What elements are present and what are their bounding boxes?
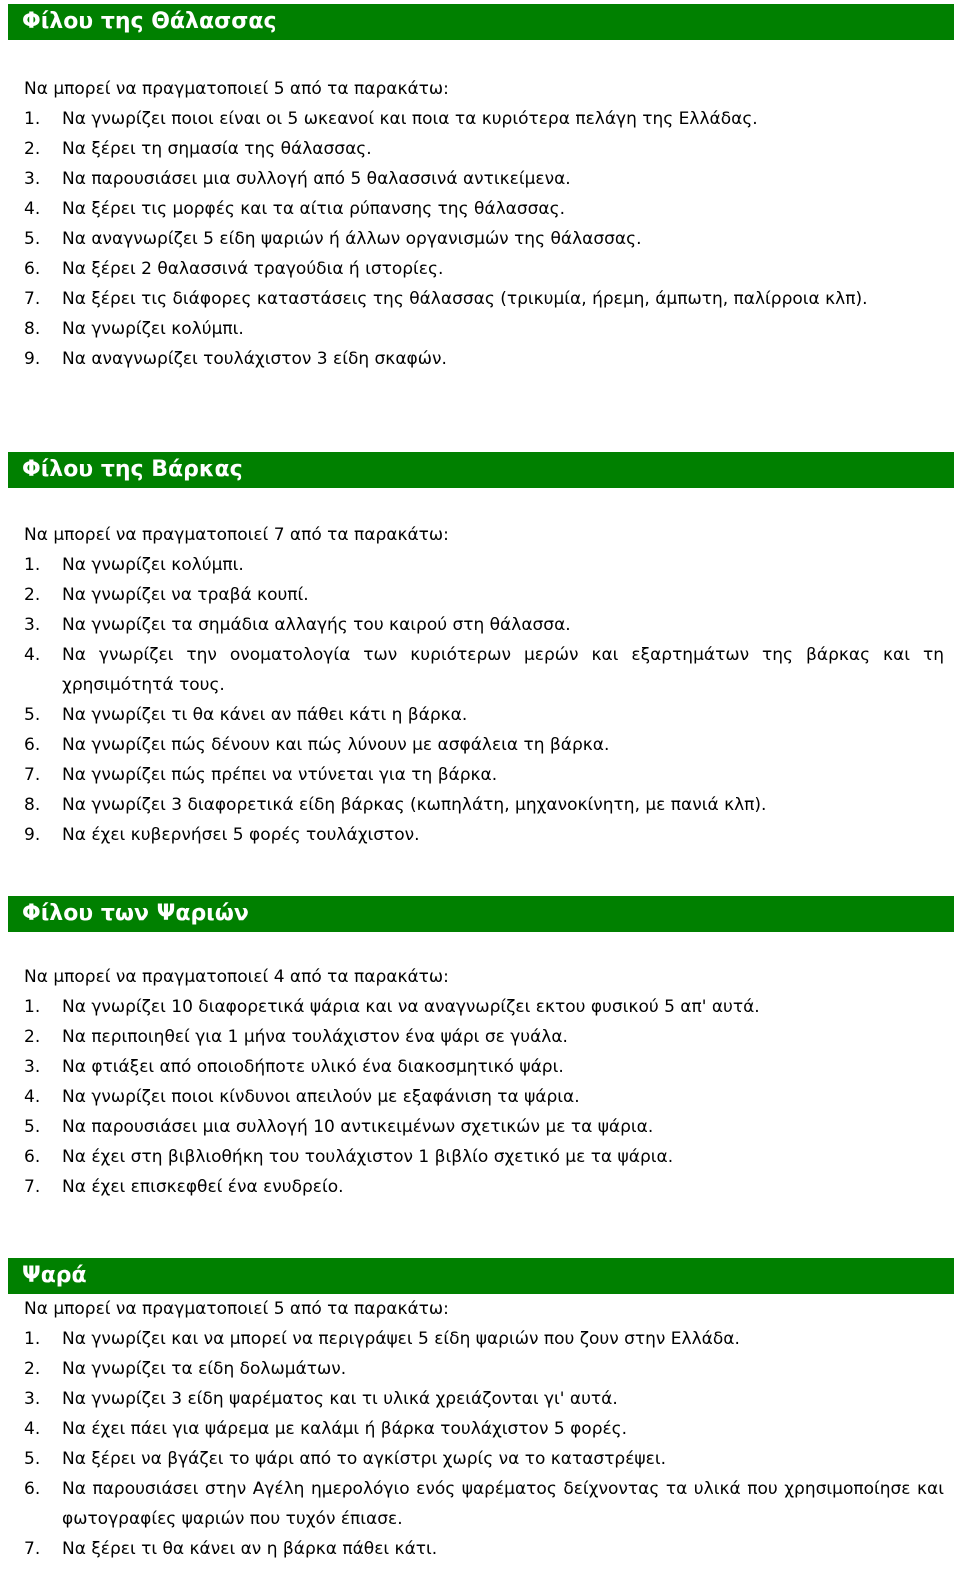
section-2-title: Φίλου της Βάρκας — [8, 452, 954, 488]
item-text: Να γνωρίζει ποιοι είναι οι 5 ωκεανοί και ποια τα κυριότερα πελάγη της Ελλάδας. — [62, 109, 758, 129]
item-number: 4. — [24, 1087, 41, 1107]
list-item — [24, 1414, 944, 1444]
section-2-intro: Να μπορεί να πραγματοποιεί 7 από τα παρακάτω: — [24, 525, 449, 545]
section-2-list — [24, 550, 944, 850]
item-text: Να γνωρίζει τι θα κάνει αν πάθει κάτι η βάρκα. — [62, 705, 468, 725]
section-1-list — [24, 104, 944, 374]
list-item — [24, 284, 944, 314]
list-item — [24, 1384, 944, 1414]
item-text: Να ξέρει τις διάφορες καταστάσεις της θάλασσας (τρικυμία, ήρεμη, άμπωτη, παλίρροια κλπ). — [62, 289, 868, 309]
list-item — [24, 820, 944, 850]
section-3-title: Φίλου των Ψαριών — [8, 896, 954, 932]
item-number: 6. — [24, 1479, 41, 1499]
list-item — [24, 344, 944, 374]
list-item — [24, 1474, 944, 1534]
list-item — [24, 134, 944, 164]
section-3-list — [24, 992, 944, 1202]
item-text: Να έχει κυβερνήσει 5 φορές τουλάχιστον. — [62, 825, 420, 845]
item-text: Να γνωρίζει πώς πρέπει να ντύνεται για τη βάρκα. — [62, 765, 498, 785]
item-number: 7. — [24, 765, 41, 785]
section-4-intro: Να μπορεί να πραγματοποιεί 5 από τα παρακάτω: — [24, 1299, 449, 1319]
list-item — [24, 760, 944, 790]
item-number: 5. — [24, 1117, 41, 1137]
item-number: 4. — [24, 645, 41, 665]
item-text: Να ξέρει 2 θαλασσινά τραγούδια ή ιστορίες. — [62, 259, 444, 279]
section-4-title: Ψαρά — [8, 1258, 954, 1294]
list-item — [24, 164, 944, 194]
item-number: 9. — [24, 825, 41, 845]
list-item — [24, 790, 944, 820]
item-text: Να έχει στη βιβλιοθήκη του τουλάχιστον 1 βιβλίο σχετικό με τα ψάρια. — [62, 1147, 674, 1167]
item-text: Να γνωρίζει τα σημάδια αλλαγής του καιρού στη θάλασσα. — [62, 615, 571, 635]
item-text: Να παρουσιάσει στην Αγέλη ημερολόγιο ενός ψαρέματος δείχνοντας τα υλικά που χρησιμοποίησε και φωτογραφίες ψαριών που τυχόν έπιασε. — [62, 1479, 944, 1529]
list-item — [24, 1112, 944, 1142]
list-item — [24, 194, 944, 224]
list-item — [24, 314, 944, 344]
section-4-list — [24, 1324, 944, 1564]
item-number: 3. — [24, 1057, 41, 1077]
item-text: Να γνωρίζει 3 διαφορετικά είδη βάρκας (κωπηλάτη, μηχανοκίνητη, με πανιά κλπ). — [62, 795, 767, 815]
item-number: 3. — [24, 615, 41, 635]
item-text: Να ξέρει τις μορφές και τα αίτια ρύπανσης της θάλασσας. — [62, 199, 565, 219]
list-item — [24, 610, 944, 640]
list-item — [24, 550, 944, 580]
list-item — [24, 1354, 944, 1384]
list-item — [24, 254, 944, 284]
list-item — [24, 1534, 944, 1564]
item-text: Να γνωρίζει πώς δένουν και πώς λύνουν με ασφάλεια τη βάρκα. — [62, 735, 610, 755]
item-text: Να γνωρίζει την ονοματολογία των κυριότερων μερών και εξαρτημάτων της βάρκας και τη χρησιμότητά τους. — [62, 645, 944, 695]
item-number: 7. — [24, 1539, 41, 1559]
item-number: 9. — [24, 349, 41, 369]
section-1-intro: Να μπορεί να πραγματοποιεί 5 από τα παρακάτω: — [24, 79, 449, 99]
section-1-title: Φίλου της Θάλασσας — [8, 4, 954, 40]
item-number: 6. — [24, 1147, 41, 1167]
item-text: Να ξέρει τι θα κάνει αν η βάρκα πάθει κάτι. — [62, 1539, 438, 1559]
list-item — [24, 1324, 944, 1354]
item-number: 4. — [24, 199, 41, 219]
item-number: 5. — [24, 705, 41, 725]
item-number: 5. — [24, 229, 41, 249]
item-text: Να παρουσιάσει μια συλλογή 10 αντικειμένων σχετικών με τα ψάρια. — [62, 1117, 654, 1137]
section-3-intro: Να μπορεί να πραγματοποιεί 4 από τα παρακάτω: — [24, 967, 449, 987]
list-item — [24, 1444, 944, 1474]
list-item — [24, 700, 944, 730]
item-text: Να γνωρίζει 3 είδη ψαρέματος και τι υλικά χρειάζονται γι' αυτά. — [62, 1389, 618, 1409]
list-item — [24, 1052, 944, 1082]
item-number: 2. — [24, 585, 41, 605]
item-text: Να γνωρίζει τα είδη δολωμάτων. — [62, 1359, 347, 1379]
item-number: 2. — [24, 1027, 41, 1047]
item-number: 8. — [24, 795, 41, 815]
item-text: Να περιποιηθεί για 1 μήνα τουλάχιστον ένα ψάρι σε γυάλα. — [62, 1027, 568, 1047]
item-number: 4. — [24, 1419, 41, 1439]
item-number: 5. — [24, 1449, 41, 1469]
item-number: 6. — [24, 259, 41, 279]
item-text: Να γνωρίζει 10 διαφορετικά ψάρια και να αναγνωρίζει εκτου φυσικού 5 απ' αυτά. — [62, 997, 760, 1017]
item-text: Να ξέρει να βγάζει το ψάρι από το αγκίστρι χωρίς να το καταστρέψει. — [62, 1449, 666, 1469]
item-text: Να παρουσιάσει μια συλλογή από 5 θαλασσινά αντικείμενα. — [62, 169, 571, 189]
item-text: Να γνωρίζει να τραβά κουπί. — [62, 585, 309, 605]
list-item — [24, 580, 944, 610]
list-item — [24, 1172, 944, 1202]
item-text: Να φτιάξει από οποιοδήποτε υλικό ένα διακοσμητικό ψάρι. — [62, 1057, 564, 1077]
list-item — [24, 1082, 944, 1112]
item-text: Να έχει επισκεφθεί ένα ενυδρείο. — [62, 1177, 344, 1197]
list-item — [24, 224, 944, 254]
item-number: 8. — [24, 319, 41, 339]
item-text: Να γνωρίζει ποιοι κίνδυνοι απειλούν με εξαφάνιση τα ψάρια. — [62, 1087, 580, 1107]
item-text: Να έχει πάει για ψάρεμα με καλάμι ή βάρκα τουλάχιστον 5 φορές. — [62, 1419, 628, 1439]
item-text: Να ξέρει τη σημασία της θάλασσας. — [62, 139, 372, 159]
item-number: 7. — [24, 1177, 41, 1197]
list-item — [24, 992, 944, 1022]
item-number: 7. — [24, 289, 41, 309]
item-text: Να αναγνωρίζει τουλάχιστον 3 είδη σκαφών. — [62, 349, 447, 369]
item-number: 1. — [24, 555, 41, 575]
item-text: Να αναγνωρίζει 5 είδη ψαριών ή άλλων οργανισμών της θάλασσας. — [62, 229, 642, 249]
list-item — [24, 104, 944, 134]
item-number: 1. — [24, 997, 41, 1017]
item-number: 1. — [24, 109, 41, 129]
item-number: 3. — [24, 1389, 41, 1409]
item-text: Να γνωρίζει κολύμπι. — [62, 319, 244, 339]
item-number: 3. — [24, 169, 41, 189]
item-number: 2. — [24, 1359, 41, 1379]
item-text: Να γνωρίζει και να μπορεί να περιγράψει 5 είδη ψαριών που ζουν στην Ελλάδα. — [62, 1329, 740, 1349]
item-number: 1. — [24, 1329, 41, 1349]
list-item — [24, 1022, 944, 1052]
list-item — [24, 640, 944, 700]
list-item — [24, 730, 944, 760]
list-item — [24, 1142, 944, 1172]
item-text: Να γνωρίζει κολύμπι. — [62, 555, 244, 575]
item-number: 6. — [24, 735, 41, 755]
item-number: 2. — [24, 139, 41, 159]
